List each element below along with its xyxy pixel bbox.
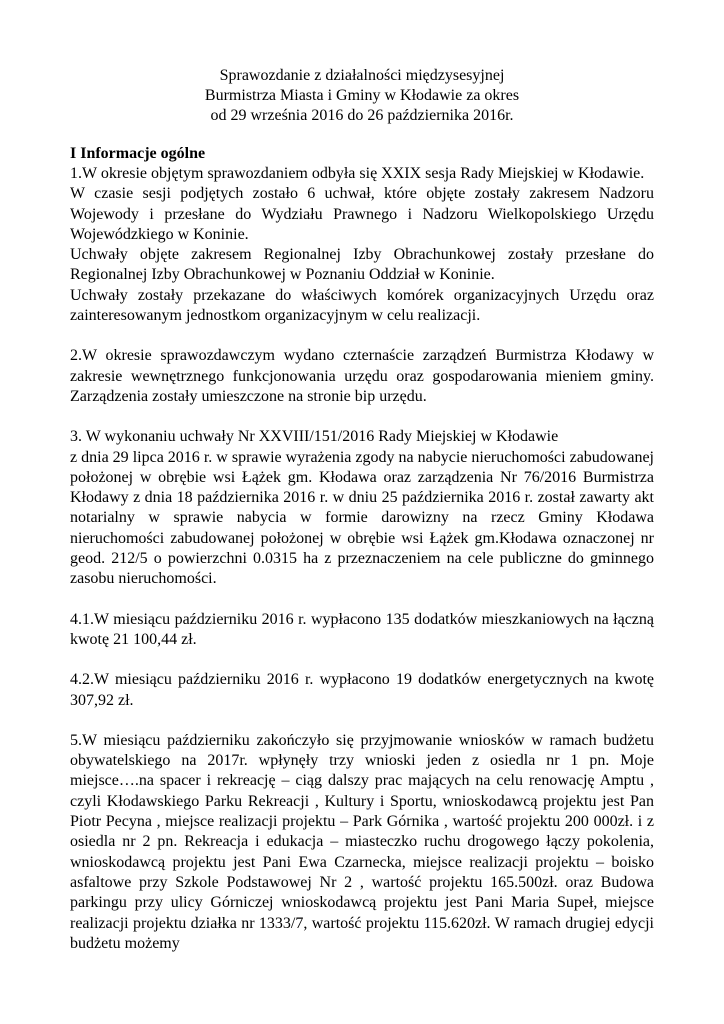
- spacer: [70, 590, 654, 610]
- spacer: [70, 326, 654, 346]
- title-line-1: Sprawozdanie z działalności międzysesyjnej: [219, 67, 505, 84]
- paragraph-3-body: z dnia 29 lipca 2016 r. w sprawie wyrażenia zgody na nabycie nieruchomości zabudowanej położonej w obrębie wsi Łążek gm. Kłodawa oraz zarządzenia Nr 76/2016 Burmistrza Kłodawy z dnia 18 października 2016 r. w dniu 25 października 2016 r. został zawarty akt notarialny w sprawie nabycia w formie darowizny na rzecz Gminy Kłodawa nieruchomości zabudowanej położonej w obrębie wsi Łążek gm.Kłodawa oznaczonej nr geod. 212/5 o powierzchni 0.0315 ha z przeznaczeniem na cele publiczne do gminnego zasobu nieruchomości.: [70, 448, 654, 588]
- paragraph-resolutions-rio: Uchwały objęte zakresem Regionalnej Izby Obrachunkowej zostały przesłane do Regionalnej Izby Obrachunkowej w Poznaniu Oddział w Koninie.: [70, 246, 654, 284]
- section-heading: I Informacje ogólne: [70, 145, 206, 162]
- title-line-3: od 29 września 2016 do 26 października 2016r.: [210, 107, 514, 124]
- paragraph-1: 1.W okresie objętym sprawozdaniem odbyła się XXIX sesja Rady Miejskiej w Kłodawie.: [70, 165, 645, 182]
- spacer: [70, 650, 654, 670]
- paragraph-3: [70, 427, 654, 589]
- paragraph-3-first-line: 3. W wykonaniu uchwały Nr XXVIII/151/2016 Rady Miejskiej w Kłodawie: [70, 428, 559, 446]
- paragraph-4-1: 4.1.W miesiącu październiku 2016 r. wypłacono 135 dodatków mieszkaniowych na łączną kwotę 21 100,44 zł.: [70, 610, 654, 648]
- paragraph-5: 5.W miesiącu październiku zakończyło się przyjmowanie wniosków w ramach budżetu obywatelskiego na 2017r. wpłynęły trzy wnioski jeden z osiedla nr 1 pn. Moje miejsce….na spacer i rekreację – ciąg dalszy prac mających na celu renowację Amptu , czyli Kłodawskiego Parku Rekreacji , Kultury i Sportu, wnioskodawcą projektu jest Pan Piotr Pecyna , miejsce realizacji projektu – Park Górnika , wartość projektu 200 000zł. i z osiedla nr 2 pn. Rekreacja i edukacja – miasteczko ruchu drogowego łączy pokolenia, wnioskodawcą projektu jest Pani Ewa Czarnecka, miejsce realizacji projektu – boisko asfaltowe przy Szkole Podstawowej Nr 2 , wartość projektu 165.500zł. oraz Budowa parkingu przy ulicy Górniczej wnioskodawcą projektu jest Pani Maria Supeł, miejsce realizacji projektu działka nr 1333/7, wartość projektu 115.620zł. W ramach drugiej edycji budżetu możemy: [70, 731, 654, 952]
- paragraph-resolutions-voivode: W czasie sesji podjętych zostało 6 uchwał, które objęte zostały zakresem Nadzoru Wojewody i przesłane do Wydziału Prawnego i Nadzoru Wielkopolskiego Urzędu Wojewódzkiego w Koninie.: [70, 185, 654, 243]
- paragraph-2: 2.W okresie sprawozdawczym wydano czternaście zarządzeń Burmistrza Kłodawy w zakresie wewnętrznego funkcjonowania urzędu oraz gospodarowania mieniem gminy. Zarządzenia zostały umieszczone na stronie bip urzędu.: [70, 347, 654, 405]
- paragraph-4-2: 4.2.W miesiącu październiku 2016 r. wypłacono 19 dodatków energetycznych na kwotę 307,92 zł.: [70, 671, 654, 709]
- spacer: [70, 407, 654, 427]
- title-line-2: Burmistrza Miasta i Gminy w Kłodawie za okres: [204, 87, 520, 104]
- document-title: [70, 66, 654, 126]
- spacer: [70, 711, 654, 731]
- paragraph-resolutions-forwarded: Uchwały zostały przekazane do właściwych komórek organizacyjnych Urzędu oraz zainteresowanym jednostkom organizacyjnym w celu realizacji.: [70, 286, 654, 325]
